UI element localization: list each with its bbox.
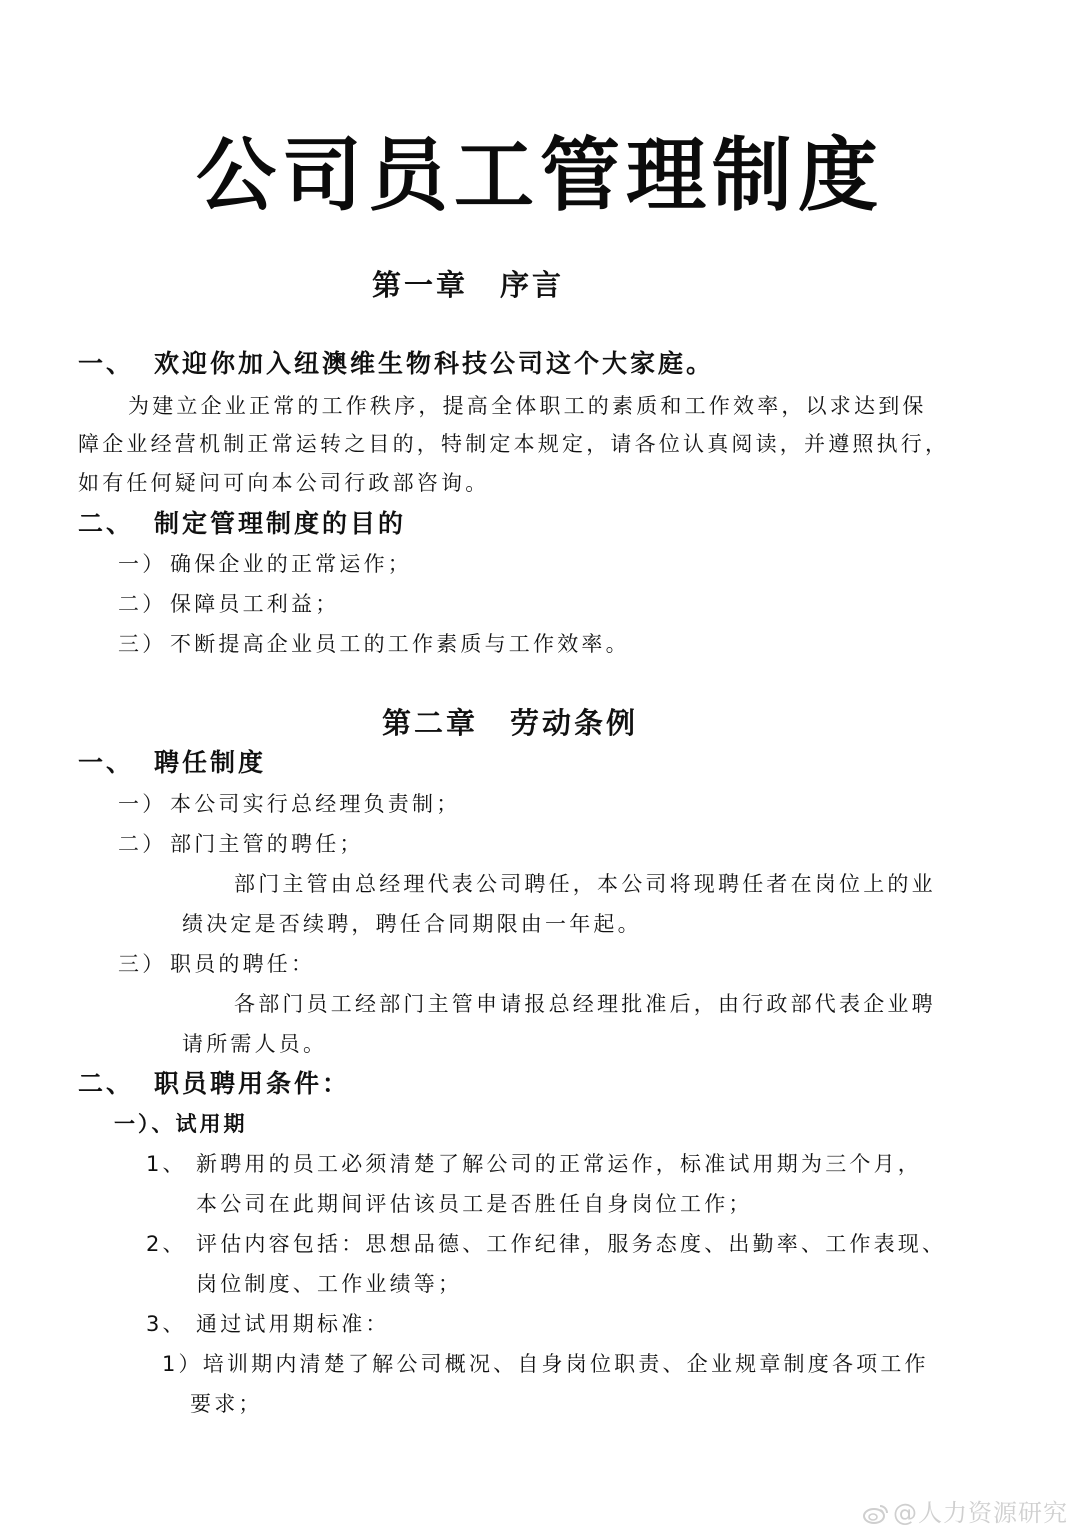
paragraph-line: 要求； [190,1392,263,1416]
section-heading [78,346,714,382]
list-item [118,546,412,582]
section-number: 一、 [78,349,135,378]
paragraph-line: 部门主管由总经理代表公司聘任，本公司将现聘任者在岗位上的业 [234,872,936,896]
subsection-heading: 一）、试用期 [114,1112,248,1136]
paragraph-line: 障企业经营机制正常运转之目的，特制定本规定，请各位认真阅读，并遵照执行， [78,432,950,456]
watermark-text: @人力资源研究 [893,1499,1068,1527]
list-item-number: 3、 [146,1312,187,1336]
list-item-text: 确保企业的正常运作； [170,552,412,576]
weibo-icon [863,1504,889,1524]
list-item [118,786,460,822]
paragraph-line: 为建立企业正常的工作秩序，提高全体职工的素质和工作效率，以求达到保 [128,394,927,418]
section-number: 二、 [78,509,135,538]
paragraph-line: 新聘用的员工必须清楚了解公司的正常运作，标准试用期为三个月， [196,1152,922,1176]
chapter-1-heading: 第一章 序言 [372,268,565,302]
list-item-number: 1、 [146,1152,187,1176]
list-item-text: 保障员工利益； [170,592,340,616]
chapter-2-heading: 第二章 劳动条例 [382,706,639,740]
paragraph-line: 本公司在此期间评估该员工是否胜任自身岗位工作； [196,1192,753,1216]
section-title: 聘任制度 [154,748,267,777]
page-title: 公司员工管理制度 [196,129,884,222]
section-number: 二、 [78,1069,135,1098]
list-item [118,946,315,982]
section-title: 职员聘用条件： [154,1069,351,1098]
list-item-number: 二） [118,832,167,856]
paragraph-line: 通过试用期标准： [196,1312,390,1336]
list-item [118,626,630,662]
paragraph-line: 如有任何疑问可向本公司行政部咨询。 [78,471,490,495]
list-item-number: 三） [118,952,167,976]
list-item-number: 一） [118,552,167,576]
list-item-text: 部门主管的聘任； [170,832,364,856]
section-heading [78,745,266,781]
paragraph-line: 请所需人员。 [182,1032,328,1056]
watermark [863,1493,1068,1528]
list-item-number: 二） [118,592,167,616]
paragraph-line: 评估内容包括：思想品德、工作纪律，服务态度、出勤率、工作表现、 [196,1232,947,1256]
paragraph-line: 1）培训期内清楚了解公司概况、自身岗位职责、企业规章制度各项工作 [162,1352,929,1376]
paragraph-line: 岗位制度、工作业绩等； [196,1272,463,1296]
section-title: 制定管理制度的目的 [154,509,407,538]
list-item [118,826,364,862]
list-item-text: 职员的聘任： [170,952,316,976]
list-item-number: 2、 [146,1232,187,1256]
list-item-number: 一） [118,792,167,816]
section-heading [78,506,406,542]
paragraph-line: 绩决定是否续聘，聘任合同期限由一年起。 [182,912,642,936]
list-item-number: 三） [118,632,167,656]
list-item-text: 本公司实行总经理负责制； [170,792,461,816]
section-heading [78,1066,350,1102]
paragraph-line: 各部门员工经部门主管申请报总经理批准后，由行政部代表企业聘 [234,992,936,1016]
section-title: 欢迎你加入纽澳维生物科技公司这个大家庭。 [154,349,715,378]
list-item [118,586,339,622]
section-number: 一、 [78,748,135,777]
list-item-text: 不断提高企业员工的工作素质与工作效率。 [170,632,630,656]
